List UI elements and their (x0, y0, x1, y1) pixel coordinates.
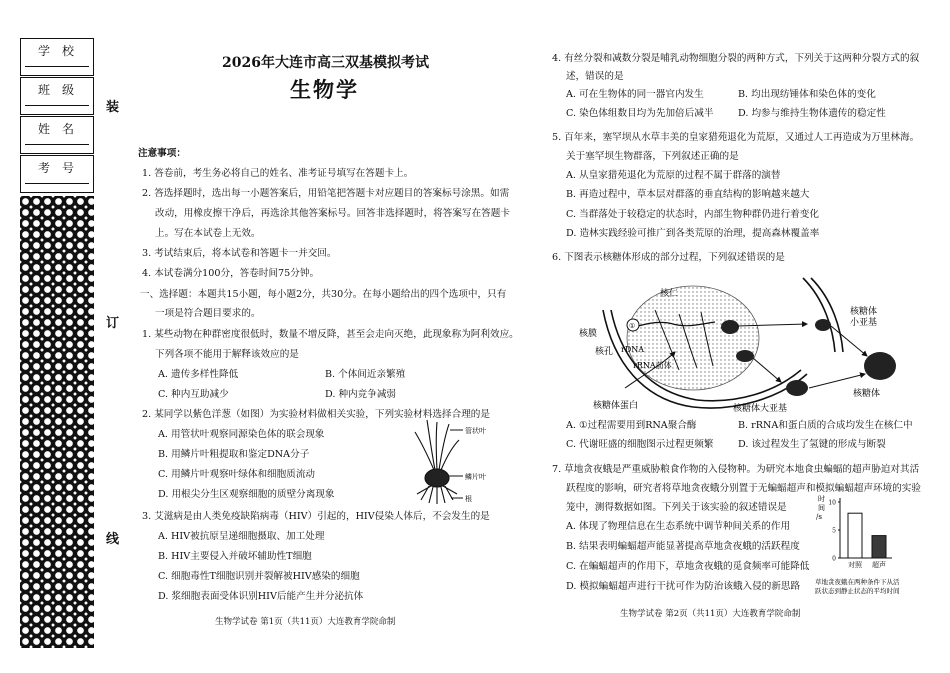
q5-option-c: C. 当群落处于较稳定的状态时，内部生物种群仍进行着变化 (566, 209, 819, 220)
chart-category-label: 超声 (872, 561, 886, 569)
q6-option-b: B. rRNA和蛋白质的合成均发生在核仁中 (738, 420, 913, 431)
q5-option-a: A. 从皇家猎苑退化为荒原的过程不属于群落的演替 (566, 170, 781, 181)
label-small-subunit (850, 305, 877, 328)
q2-option-d: D. 用根尖分生区观察细胞的质壁分离现象 (158, 489, 335, 500)
chart-ylabel: 时 (818, 495, 825, 503)
onion-label-scale-leaf: 鳞片叶 (465, 473, 486, 481)
page1-footer: 生物学试卷 第1页（共11页）大连教育学院命制 (215, 617, 396, 627)
notice-heading: 注意事项： (138, 148, 186, 159)
q4-option-d: D. 均参与维持生物体遗传的稳定性 (738, 108, 886, 119)
q6-option-c: C. 代谢旺盛的细胞图示过程更频繁 (566, 439, 714, 450)
q7-stem-cont: 笼中，测得数据如图。下列关于该实验的叙述错误是 (566, 502, 787, 513)
label-rrna-precursor: rRNA前体 (633, 361, 672, 370)
section-heading: 一、选择题：本题共15小题，每小题2分，共30分。在每小题给出的四个选项中，只有 (140, 289, 507, 300)
onion-label-root: 根 (465, 495, 472, 503)
notice-item: 改动，用橡皮擦干净后，再选涂其他答案标号。回答非选择题时，将答案写在答题卡 (155, 208, 510, 219)
label-ribosome: 核糖体 (853, 389, 881, 399)
side-mark-zhuang: 装 (106, 100, 120, 115)
label-rdna: rDNA (621, 345, 645, 354)
chart-caption: 跃状态到静止状态的平均时间 (815, 587, 900, 595)
q4-option-c: C. 染色体组数目均为先加倍后减半 (566, 108, 714, 119)
q1-option-b: B. 个体间近亲繁殖 (325, 369, 406, 380)
chart-category-label: 对照 (848, 561, 862, 569)
q5-stem-cont: 关于塞罕坝生物群落，下列叙述正确的是 (566, 151, 739, 162)
small-subunit-text: 核糖体 (850, 307, 878, 317)
q7-option-c: C. 在蝙蝠超声的作用下，草地贪夜蛾的觅食频率可能降低 (566, 561, 810, 572)
class-field (20, 77, 94, 115)
q7-stem: 7. 草地贪夜蛾是严重威胁粮食作物的入侵物种。为研究本地食虫蝙蝠的超声胁迫对其活 (552, 464, 920, 475)
binding-pattern (20, 196, 94, 648)
q3-option-a: A. HIV被抗原呈递细胞摄取、加工处理 (158, 531, 325, 542)
q7-option-b: B. 结果表明蝙蝠超声能显著提高草地贪夜蛾的活跃程度 (566, 541, 800, 552)
q4-stem: 4. 有丝分裂和减数分裂是哺乳动物细胞分裂的两种方式，下列关于这两种分裂方式的叙 (552, 53, 920, 64)
notice-item: 1. 答卷前，考生务必将自己的姓名、准考证号填写在答题卡上。 (142, 168, 414, 179)
q3-stem: 3. 艾滋病是由人类免疫缺陷病毒（HIV）引起的，HIV侵染人体后，不会发生的是 (142, 511, 490, 522)
label-nuclear-envelope: 核膜 (579, 329, 598, 339)
subject-title: 生物学 (290, 77, 359, 102)
q1-option-a: A. 遗传多样性降低 (158, 369, 239, 380)
q1-option-d: D. 种内竞争减弱 (325, 389, 397, 400)
exam-number-field (20, 155, 94, 193)
exam-title: 2026年大连市高三双基模拟考试 (222, 55, 429, 71)
notice-item: 3. 考试结束后，将本试卷和答题卡一并交回。 (142, 248, 337, 259)
page2-footer: 生物学试卷 第2页（共11页）大连教育学院命制 (620, 609, 801, 619)
label-large-subunit: 核糖体大亚基 (733, 404, 788, 414)
chart-y-tick-label: 5 (832, 527, 836, 535)
q7-option-a: A. 体现了物理信息在生态系统中调节种间关系的作用 (566, 521, 791, 532)
label-nuclear-pore: 核孔 (595, 347, 614, 357)
chart-y-tick-label: 10 (828, 499, 836, 507)
q1-stem: 1. 某些动物在种群密度很低时，数量不增反降，甚至会走向灭绝，此现象称为阿利效应。 (142, 329, 519, 340)
q6-stem: 6. 下图表示核糖体形成的部分过程，下列叙述错误的是 (552, 252, 785, 263)
q6-option-d: D. 该过程发生了氢键的形成与断裂 (738, 439, 886, 450)
chart-y-tick-label: 0 (832, 555, 836, 563)
q5-option-b: B. 再造过程中，草本层对群落的垂直结构的影响越来越大 (566, 189, 810, 200)
q2-option-b: B. 用鳞片叶粗提取和鉴定DNA分子 (158, 449, 310, 460)
notice-item: 上。写在本试卷上无效。 (155, 228, 261, 239)
q4-stem-cont: 述，错误的是 (566, 71, 624, 82)
onion-label-tubular-leaf: 管状叶 (465, 427, 486, 435)
school-field (20, 38, 94, 76)
side-mark-xian: 线 (106, 532, 120, 547)
q2-option-c: C. 用鳞片叶观察叶绿体和细胞质流动 (158, 469, 316, 480)
q2-option-a: A. 用管状叶观察同源染色体的联会现象 (158, 429, 325, 440)
q4-option-a: A. 可在生物体的同一器官内发生 (566, 89, 704, 100)
q1-stem-cont: 下列各项不能用于解释该效应的是 (155, 349, 299, 360)
ribosome-diagram (575, 270, 910, 415)
q5-stem: 5. 百年来，塞罕坝从水草丰美的皇家猎苑退化为荒原，又通过人工再造成为万里林海。 (552, 132, 920, 143)
q2-stem: 2. 某同学以紫色洋葱（如图）为实验材料做相关实验，下列实验材料选择合理的是 (142, 409, 490, 420)
label-step-1: ① (629, 322, 636, 330)
name-field (20, 116, 94, 154)
side-mark-ding: 订 (106, 316, 120, 331)
label-ribosomal-protein: 核糖体蛋白 (593, 401, 639, 411)
q3-option-c: C. 细胞毒性T细胞识别并裂解被HIV感染的细胞 (158, 571, 360, 582)
notice-item: 4. 本试卷满分100分，答卷时间75分钟。 (142, 268, 320, 279)
chart-ylabel: /s (816, 513, 822, 521)
onion-figure (405, 418, 500, 508)
school-label: 学校 (37, 44, 86, 58)
q7-option-d: D. 模拟蝙蝠超声进行干扰可作为防治该蛾入侵的新思路 (566, 581, 801, 592)
class-label: 班级 (37, 83, 86, 97)
small-subunit-text: 小亚基 (850, 318, 878, 328)
notice-item: 2. 答选择题时，选出每一小题答案后，用铅笔把答题卡对应题目的答案标号涂黑。如需 (142, 188, 510, 199)
name-label: 姓名 (37, 122, 86, 136)
q7-bar-chart (812, 492, 922, 596)
q4-option-b: B. 均出现纺锤体和染色体的变化 (738, 89, 876, 100)
q5-option-d: D. 造林实践经验可推广到各类荒原的治理，提高森林覆盖率 (566, 228, 820, 239)
q3-option-b: B. HIV主要侵入并破坏辅助性T细胞 (158, 551, 312, 562)
chart-bar-ultrasound (872, 536, 886, 558)
q1-option-c: C. 种内互助减少 (158, 389, 229, 400)
exam-number-label: 考号 (37, 161, 86, 175)
chart-caption: 草地贪夜蛾在两种条件下从活 (815, 578, 900, 586)
section-heading-cont: 一项是符合题目要求的。 (155, 308, 261, 319)
q3-option-d: D. 浆细胞表面受体识别HIV后能产生并分泌抗体 (158, 591, 364, 602)
label-nucleolus: 核仁 (660, 289, 679, 299)
chart-bar-control (848, 513, 862, 558)
chart-marks (848, 513, 886, 569)
q7-stem-cont: 跃程度的影响，研究者将草地贪夜蛾分别置于无蝙蝠超声和模拟蝙蝠超声环境的实验 (566, 483, 921, 494)
chart-ylabel: 间 (818, 504, 825, 512)
q6-option-a: A. ①过程需要用到RNA聚合酶 (566, 420, 697, 431)
